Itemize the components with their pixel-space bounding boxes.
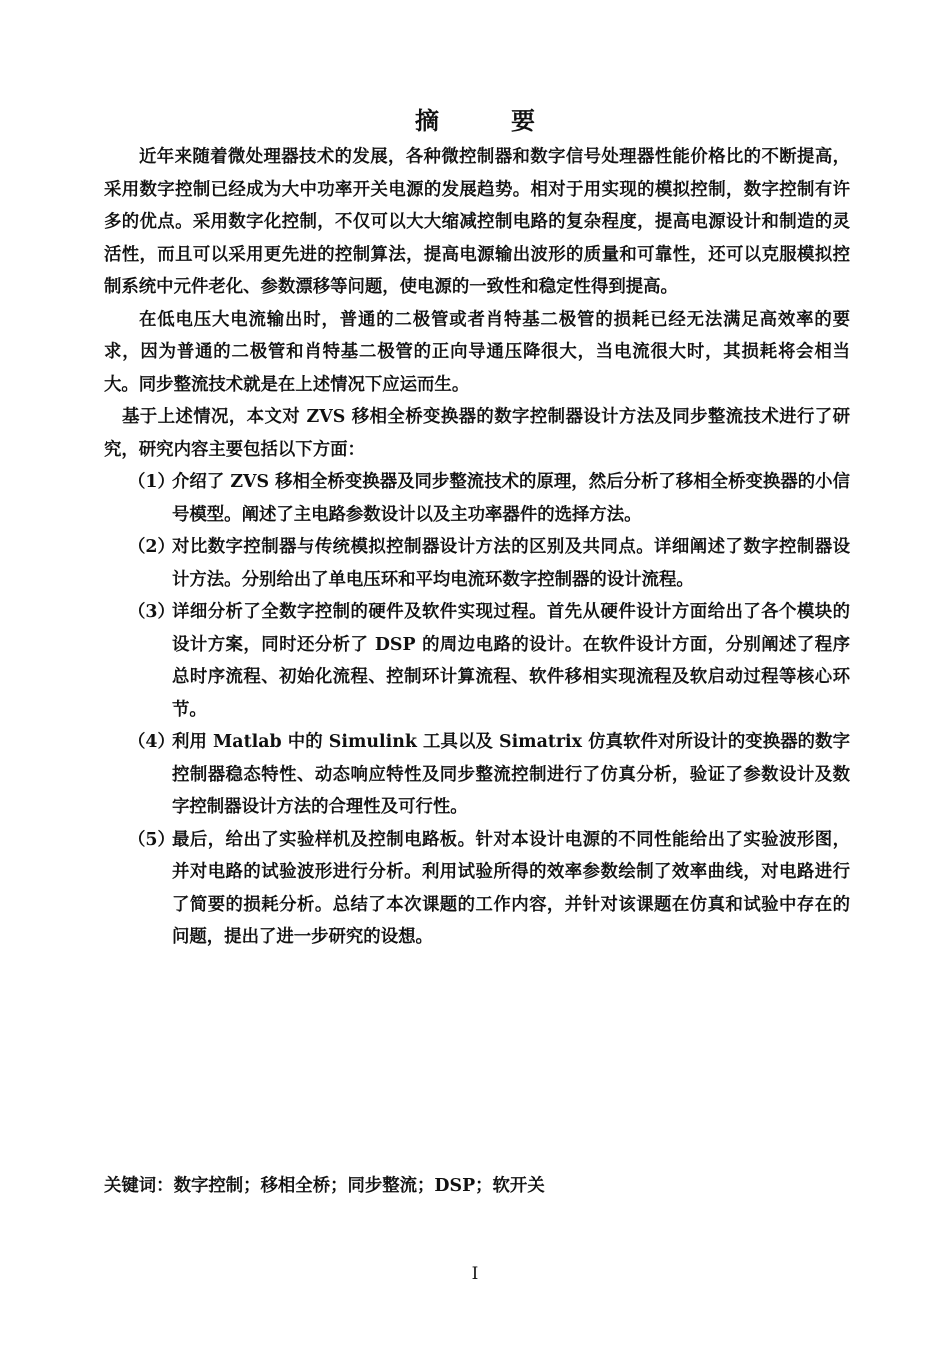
list-item-text: 对比数字控制器与传统模拟控制器设计方法的区别及共同点。详细阐述了数字控制器设计方法。分别给出了单电压环和平均电流环数字控制器的设计流程。 (172, 537, 850, 590)
list-item-3 (104, 596, 850, 726)
list-item-1 (104, 466, 850, 531)
list-item-text: 利用 Matlab 中的 Simulink 工具以及 Simatrix 仿真软件对所设计的变换器的数字控制器稳态特性、动态响应特性及同步整流控制进行了仿真分析，验证了参数设计及数字控制器设计方法的合理性及可行性。 (172, 732, 850, 817)
list-item-4 (104, 726, 850, 824)
list-item-5 (104, 824, 850, 954)
list-item-number: （3） (128, 602, 175, 622)
abstract-body (104, 141, 850, 954)
list-item-text: 详细分析了全数字控制的硬件及软件实现过程。首先从硬件设计方面给出了各个模块的设计方案，同时还分析了 DSP 的周边电路的设计。在软件设计方面，分别阐述了程序总时序流程、初始化流程、控制环计算流程、软件移相实现流程及软启动过程等核心环节。 (172, 602, 850, 720)
list-item-number: （1） (128, 472, 175, 492)
list-item-number: （2） (128, 537, 175, 557)
list-item-number: （5） (128, 829, 175, 850)
list-item-text: 最后，给出了实验样机及控制电路板。针对本设计电源的不同性能给出了实验波形图，并对电路的试验波形进行分析。利用试验所得的效率参数绘制了效率曲线，对电路进行了简要的损耗分析。总结了本次课题的工作内容，并针对该课题在仿真和试验中存在的问题，提出了进一步研究的设想。 (172, 829, 850, 947)
research-content-list (104, 466, 850, 954)
list-item-number: （4） (128, 732, 175, 752)
abstract-title: 摘 要 (415, 107, 559, 135)
paragraph-2: 在低电压大电流输出时，普通的二极管或者肖特基二极管的损耗已经无法满足高效率的要求，因为普通的二极管和肖特基二极管的正向导通压降很大，当电流很大时，其损耗将会相当大。同步整流技术就是在上述情况下应运而生。 (104, 309, 850, 395)
page-number: I (471, 1264, 479, 1284)
list-item-2 (104, 531, 850, 596)
keywords-line: 关键词：数字控制；移相全桥；同步整流；DSP；软开关 (104, 1176, 545, 1196)
paragraph-1: 近年来随着微处理器技术的发展，各种微控制器和数字信号处理器性能价格比的不断提高，采用数字控制已经成为大中功率开关电源的发展趋势。相对于用实现的模拟控制，数字控制有许多的优点。采用数字化控制，不仅可以大大缩减控制电路的复杂程度，提高电源设计和制造的灵活性，而且可以采用更先进的控制算法，提高电源输出波形的质量和可靠性，还可以克服模拟控制系统中元件老化、参数漂移等问题，使电源的一致性和稳定性得到提高。 (104, 147, 850, 297)
list-item-text: 介绍了 ZVS 移相全桥变换器及同步整流技术的原理，然后分析了移相全桥变换器的小信号模型。阐述了主电路参数设计以及主功率器件的选择方法。 (172, 472, 850, 525)
paragraph-3: 基于上述情况，本文对 ZVS 移相全桥变换器的数字控制器设计方法及同步整流技术进行了研究，研究内容主要包括以下方面： (104, 407, 850, 460)
